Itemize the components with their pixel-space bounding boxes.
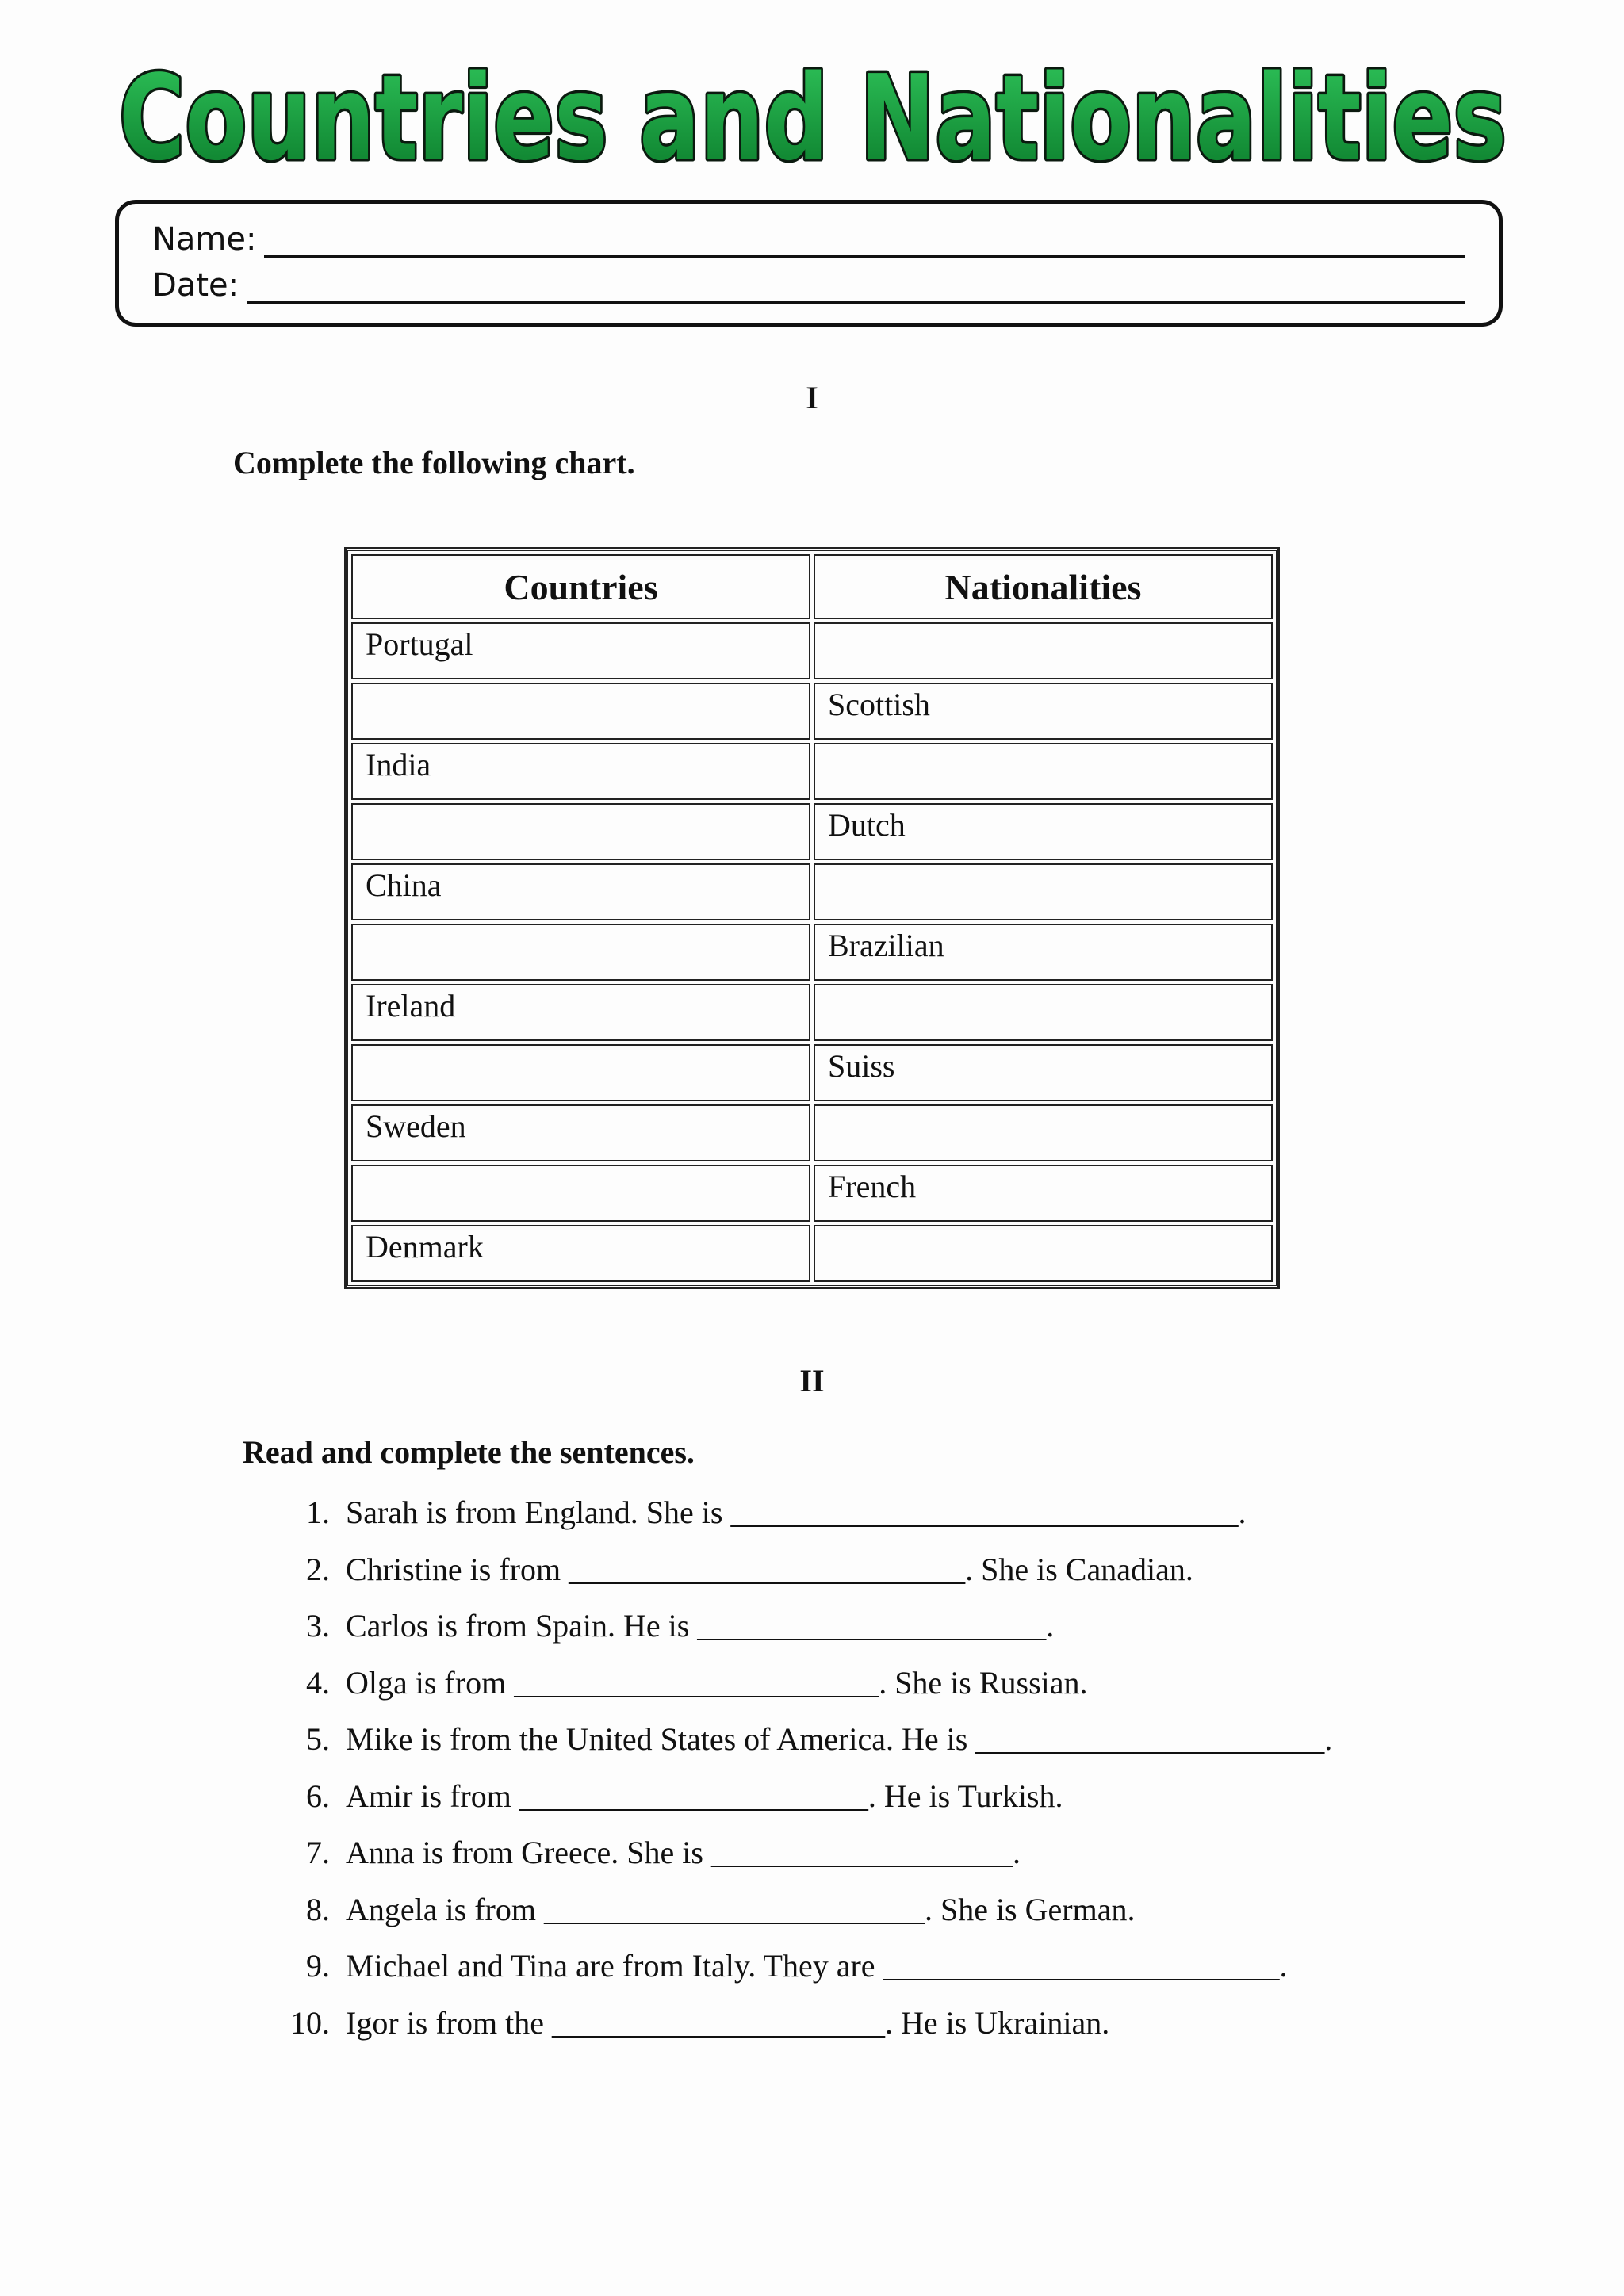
nationality-cell[interactable]: Brazilian (814, 924, 1273, 981)
name-date-box (115, 200, 1503, 327)
list-item (278, 2001, 1332, 2058)
country-cell[interactable]: China (351, 863, 810, 920)
section-2-number: II (799, 1363, 825, 1399)
sentence-text[interactable]: Christine is from _________________________. She is Canadian. (346, 1551, 1193, 1587)
nationality-cell[interactable]: French (814, 1165, 1273, 1222)
countries-chart (346, 549, 1278, 1288)
nationality-cell[interactable] (814, 743, 1273, 800)
country-cell[interactable]: Portugal (351, 622, 810, 679)
item-number: 10. (290, 2004, 330, 2041)
sentence-list (278, 1490, 1332, 2057)
name-field[interactable] (264, 224, 1465, 258)
name-row (152, 221, 1465, 258)
list-item (278, 1944, 1332, 2001)
country-cell[interactable]: India (351, 743, 810, 800)
sentence-text[interactable]: Olga is from _______________________. She is Russian. (346, 1664, 1088, 1701)
table-row (351, 683, 1273, 740)
title-text: Countries and Nationalities (119, 50, 1507, 176)
country-cell[interactable]: Denmark (351, 1225, 810, 1282)
nationality-cell[interactable] (814, 984, 1273, 1041)
item-number: 5. (306, 1721, 330, 1757)
list-item (278, 1604, 1332, 1661)
section-1-instruction: Complete the following chart. (233, 445, 635, 480)
table-row (351, 984, 1273, 1041)
table-row (351, 863, 1273, 920)
column-header-nationalities: Nationalities (814, 554, 1273, 619)
name-label: Name: (152, 221, 257, 258)
sentence-text[interactable]: Sarah is from England. She is ________________________________. (346, 1494, 1247, 1530)
sentence-text[interactable]: Carlos is from Spain. He is ______________________. (346, 1608, 1055, 1644)
item-number: 7. (306, 1835, 330, 1870)
list-item (278, 1888, 1332, 1945)
date-label: Date: (152, 267, 239, 304)
item-number: 3. (306, 1608, 330, 1644)
nationality-cell[interactable] (814, 1225, 1273, 1282)
country-cell[interactable] (351, 803, 810, 860)
nationality-cell[interactable] (814, 622, 1273, 679)
section-1-number: I (806, 380, 818, 415)
country-cell[interactable] (351, 1165, 810, 1222)
sentence-text[interactable]: Mike is from the United States of America. He is ______________________. (346, 1721, 1333, 1757)
nationality-cell[interactable] (814, 1104, 1273, 1161)
worksheet-title (111, 49, 1515, 176)
list-item (278, 1717, 1332, 1774)
item-number: 9. (306, 1948, 330, 1984)
list-item (278, 1831, 1332, 1888)
sentence-text[interactable]: Michael and Tina are from Italy. They are _________________________. (346, 1948, 1288, 1984)
section-2-instruction: Read and complete the sentences. (243, 1434, 695, 1470)
item-number: 4. (306, 1664, 330, 1701)
list-item (278, 1490, 1332, 1548)
table-row (351, 1104, 1273, 1161)
nationality-cell[interactable]: Scottish (814, 683, 1273, 740)
nationality-cell[interactable]: Dutch (814, 803, 1273, 860)
list-item (278, 1661, 1332, 1718)
date-row (152, 267, 1465, 304)
table-row (351, 1165, 1273, 1222)
item-number: 1. (306, 1494, 330, 1530)
country-cell[interactable]: Ireland (351, 984, 810, 1041)
list-item (278, 1548, 1332, 1605)
table-row (351, 1044, 1273, 1101)
table-row (351, 924, 1273, 981)
sentence-text[interactable]: Anna is from Greece. She is ___________________. (346, 1835, 1021, 1870)
country-cell[interactable]: Sweden (351, 1104, 810, 1161)
nationality-cell[interactable] (814, 863, 1273, 920)
country-cell[interactable] (351, 924, 810, 981)
sentence-text[interactable]: Amir is from ______________________. He is Turkish. (346, 1777, 1063, 1814)
item-number: 2. (306, 1551, 330, 1587)
nationality-cell[interactable]: Suiss (814, 1044, 1273, 1101)
table-row (351, 803, 1273, 860)
country-cell[interactable] (351, 1044, 810, 1101)
date-field[interactable] (247, 270, 1465, 304)
table-row (351, 1225, 1273, 1282)
table-row (351, 743, 1273, 800)
list-item (278, 1774, 1332, 1831)
column-header-countries: Countries (351, 554, 810, 619)
item-number: 8. (306, 1891, 330, 1927)
country-cell[interactable] (351, 683, 810, 740)
sentence-text[interactable]: Angela is from ________________________. She is German. (346, 1891, 1136, 1927)
chart-header-row (351, 554, 1273, 619)
item-number: 6. (306, 1777, 330, 1814)
table-row (351, 622, 1273, 679)
sentence-text[interactable]: Igor is from the _____________________. He is Ukrainian. (346, 2004, 1110, 2041)
